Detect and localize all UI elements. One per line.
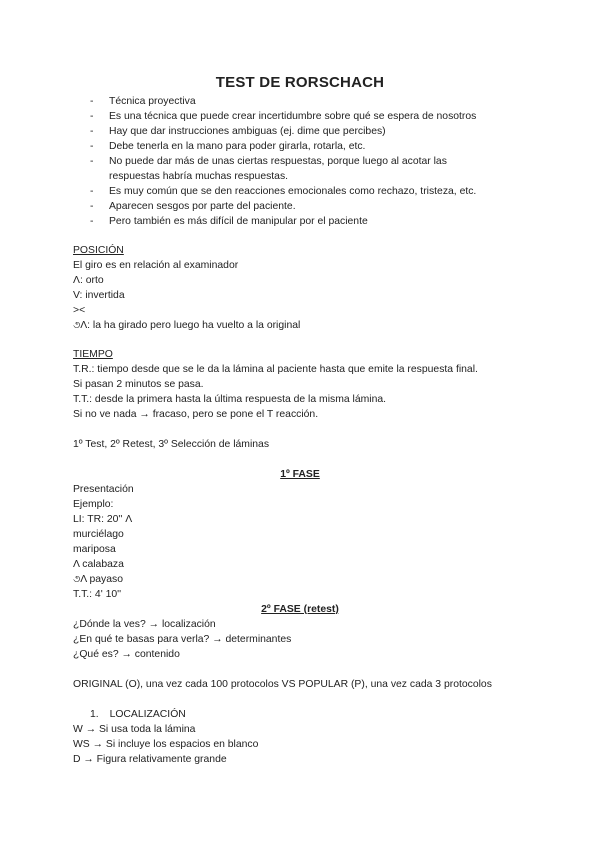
text-line: ¿En qué te basas para verla? → determinantes	[73, 634, 292, 645]
text-line: ¿Qué es? → contenido	[73, 649, 180, 660]
posicion-section	[73, 243, 533, 333]
list-item: - Hay que dar instrucciones ambiguas (ej. dime que percibes)	[90, 124, 530, 139]
text-line: Si pasan 2 minutos se pasa.	[73, 379, 204, 390]
text-line: T.R.: tiempo desde que se le da la lámina al paciente hasta que emite la respuesta final.	[73, 364, 478, 375]
text-line: ¿Dónde la ves? → localización	[73, 619, 216, 630]
text-line: LI: TR: 20'' Λ	[73, 514, 133, 525]
text-line: Si no ve nada → fracaso, pero se pone el T reacción.	[73, 409, 319, 420]
list-item: - Es una técnica que puede crear incertidumbre sobre qué se espera de nosotros	[90, 109, 530, 124]
list-number: 1.	[90, 709, 99, 720]
section-heading: LOCALIZACIÓN	[109, 709, 186, 720]
text-line: V: invertida	[73, 290, 125, 301]
list-item-line: - No puede dar más de unas ciertas respuestas, porque luego al acotar las	[109, 156, 447, 167]
section-heading: POSICIÓN	[73, 245, 124, 256]
text-line: W → Si usa toda la lámina	[73, 724, 196, 735]
tiempo-section	[73, 347, 533, 422]
fase2-section	[73, 617, 533, 662]
text-line: ૭Λ payaso	[73, 574, 123, 585]
text-line: ><	[73, 305, 86, 316]
list-item: - Es muy común que se den reacciones emocionales como rechazo, tristeza, etc.	[90, 184, 530, 199]
original-popular-line: ORIGINAL (O), una vez cada 100 protocolos VS POPULAR (P), una vez cada 3 protocolos	[73, 679, 492, 690]
text-line: Λ calabaza	[73, 559, 124, 570]
fase1-heading: 1º FASE	[280, 469, 320, 480]
text-line: Λ: orto	[73, 275, 104, 286]
text-line: D → Figura relativamente grande	[73, 754, 227, 765]
localizacion-heading	[90, 707, 186, 722]
text-line: El giro es en relación al examinador	[73, 260, 239, 271]
text-line: T.T.: desde la primera hasta la última respuesta de la misma lámina.	[73, 394, 387, 405]
list-item-line: respuestas habría muchas respuestas.	[109, 171, 289, 182]
localizacion-section	[73, 722, 533, 767]
page-title: TEST DE RORSCHACH	[215, 74, 385, 91]
text-line: mariposa	[73, 544, 116, 555]
list-item: - Aparecen sesgos por parte del paciente.	[90, 199, 530, 214]
text-line: T.T.: 4' 10''	[73, 589, 122, 600]
fase1-section	[73, 482, 533, 602]
section-heading: TIEMPO	[73, 349, 113, 360]
text-line: Ejemplo:	[73, 499, 114, 510]
fase2-heading: 2º FASE (retest)	[261, 604, 339, 615]
list-item: - Debe tenerla en la mano para poder girarla, rotarla, etc.	[90, 139, 530, 154]
list-item: - Técnica proyectiva	[90, 94, 530, 109]
test-order-line: 1º Test, 2º Retest, 3º Selección de láminas	[73, 439, 270, 450]
list-item	[90, 154, 530, 184]
text-line: WS → Si incluye los espacios en blanco	[73, 739, 259, 750]
text-line: ૭Λ: la ha girado pero luego ha vuelto a la original	[73, 320, 301, 331]
list-item: - Pero también es más difícil de manipular por el paciente	[90, 214, 530, 229]
text-line: Presentación	[73, 484, 134, 495]
intro-bullet-list	[90, 94, 530, 229]
text-line: murciélago	[73, 529, 124, 540]
